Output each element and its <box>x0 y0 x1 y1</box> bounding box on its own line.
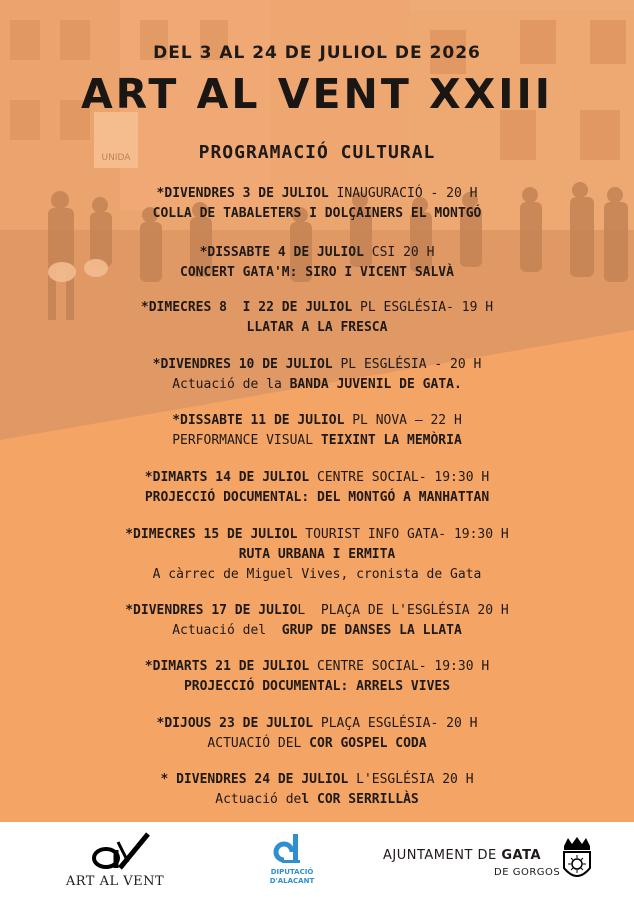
event-venue-time: CENTRE SOCIAL- 19:30 H <box>309 470 490 485</box>
program-subtitle: PROGRAMACIÓ CULTURAL <box>198 142 436 163</box>
event-title: PROJECCIÓ DOCUMENTAL: ARRELS VIVES <box>183 679 451 694</box>
event-item <box>0 714 634 754</box>
event-item <box>0 468 634 508</box>
event-venue-time: INAUGURACIÓ - 20 H <box>328 186 478 201</box>
event-description: ACTUACIÓ DEL <box>207 736 310 751</box>
event-venue-time: L'ESGLÉSIA 20 H <box>348 772 474 787</box>
art-al-vent-mark-icon <box>60 828 170 874</box>
event-description: A càrrec de Miguel Vives, cronista de Gata <box>152 567 482 582</box>
event-item <box>0 298 634 338</box>
event-title: CONCERT GATA'M: SIRO I VICENT SALVÀ <box>180 265 454 280</box>
event-item <box>0 657 634 697</box>
event-item <box>0 770 634 810</box>
event-description: Actuació del <box>172 623 282 638</box>
event-venue-time: L PLAÇA DE L'ESGLÉSIA 20 H <box>297 603 509 618</box>
event-item <box>0 355 634 395</box>
sponsor-footer <box>0 822 634 897</box>
event-venue-time: PLAÇA ESGLÉSIA- 20 H <box>313 716 478 731</box>
event-date: *DIMECRES 8 I 22 DE JULIOL <box>140 300 353 315</box>
event-title: l COR SERRILLÀS <box>301 792 419 807</box>
event-title: BANDA JUVENIL DE GATA. <box>289 377 462 392</box>
event-description: Actuació de <box>215 792 302 807</box>
event-date: *DIVENDRES 3 DE JULIOL <box>156 186 329 201</box>
event-venue-time: CSI 20 H <box>363 245 435 260</box>
event-description: PERFORMANCE VISUAL <box>172 433 321 448</box>
event-title: TEIXINT LA MEMÒRIA <box>320 433 462 448</box>
diputacio-logo <box>262 830 322 894</box>
event-venue-time: PL ESGLÉSIA- 19 H <box>352 300 494 315</box>
event-date: *DIVENDRES 10 DE JULIOL <box>152 357 333 372</box>
event-title: COR GOSPEL CODA <box>309 736 427 751</box>
event-date: *DIJOUS 23 DE JULIOL <box>156 716 314 731</box>
event-title: RUTA URBANA I ERMITA <box>238 547 396 562</box>
event-title: COLLA DE TABALETERS I DOLÇAINERS EL MONTGÓ <box>152 206 482 221</box>
event-date: *DIMARTS 14 DE JULIOL <box>144 470 310 485</box>
event-title: GRUP DE DANSES LA LLATA <box>281 623 462 638</box>
diputacio-label: DIPUTACIÓ D'ALACANT <box>269 868 315 885</box>
ajuntament-label: AJUNTAMENT DE GATA <box>383 848 542 863</box>
town-crest-icon <box>560 836 594 886</box>
festival-dates: DEL 3 AL 24 DE JULIOL DE 2026 <box>153 43 481 63</box>
art-al-vent-label: ART AL VENT <box>65 874 165 889</box>
event-venue-time: TOURIST INFO GATA- 19:30 H <box>297 527 509 542</box>
event-item <box>0 525 634 585</box>
event-date: *DISSABTE 11 DE JULIOL <box>172 413 345 428</box>
event-venue-time: PL ESGLÉSIA - 20 H <box>332 357 482 372</box>
art-al-vent-logo <box>60 828 170 894</box>
event-date: *DIMARTS 21 DE JULIOL <box>144 659 310 674</box>
event-venue-time: CENTRE SOCIAL- 19:30 H <box>309 659 490 674</box>
event-date: *DIMECRES 15 DE JULIOL <box>125 527 298 542</box>
event-date: *DISSABTE 4 DE JULIOL <box>199 245 364 260</box>
event-date: * DIVENDRES 24 DE JULIOL <box>160 772 349 787</box>
ajuntament-logo <box>380 836 620 892</box>
event-item <box>0 601 634 641</box>
event-item <box>0 411 634 451</box>
event-description: Actuació de la <box>172 377 290 392</box>
diputacio-a-icon <box>262 830 322 866</box>
festival-title: ART AL VENT XXIII <box>80 70 554 118</box>
event-item <box>0 184 634 224</box>
event-item <box>0 243 634 283</box>
event-venue-time: PL NOVA – 22 H <box>344 413 462 428</box>
ajuntament-town-suffix: DE GORGOS <box>494 867 561 878</box>
event-title: LLATAR A LA FRESCA <box>246 320 388 335</box>
event-date: *DIVENDRES 17 DE JULIO <box>125 603 298 618</box>
event-title: PROJECCIÓ DOCUMENTAL: DEL MONTGÓ A MANHATTAN <box>144 490 490 505</box>
